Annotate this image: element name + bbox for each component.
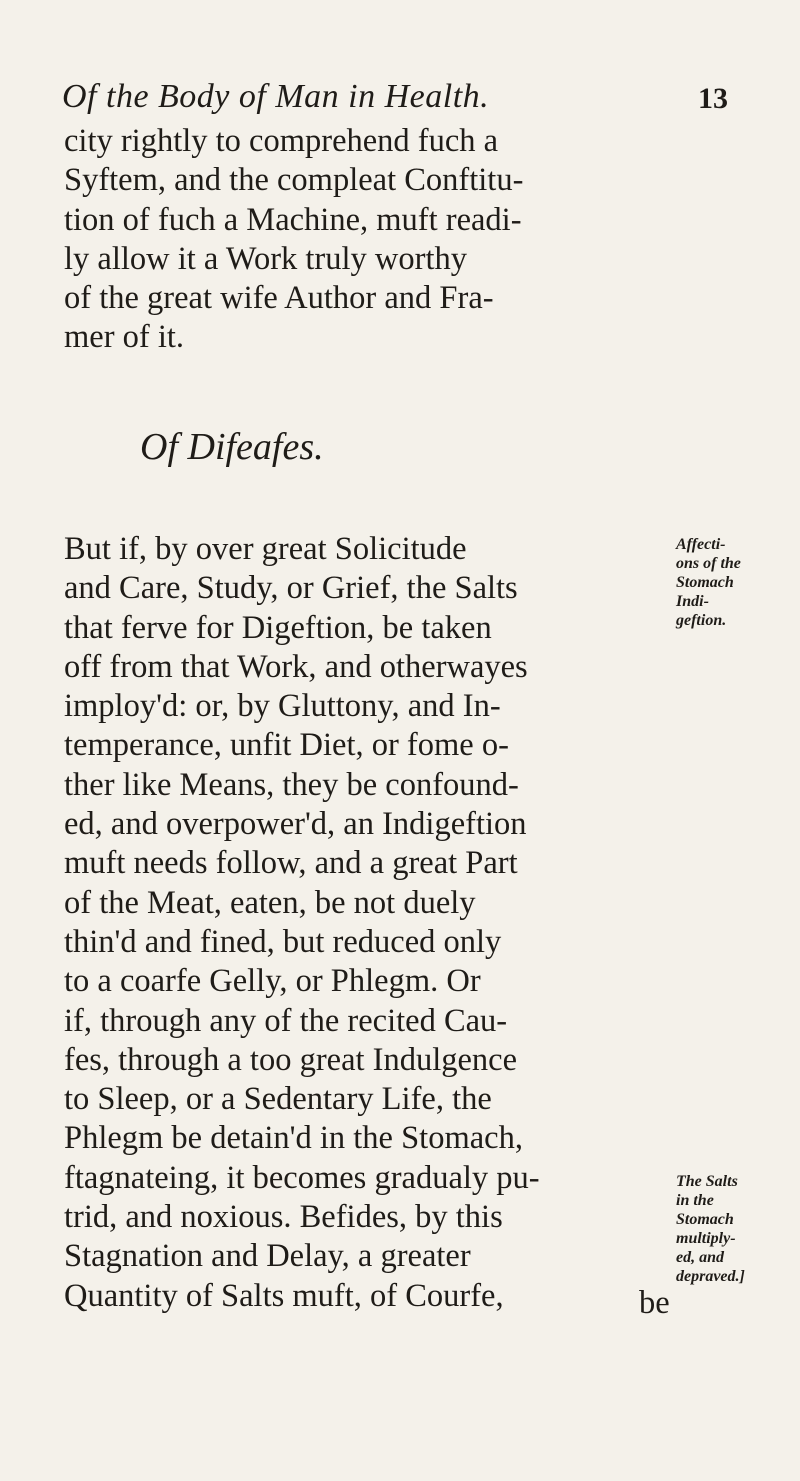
- text-line: off from that Work, and otherwayes: [64, 648, 528, 685]
- top-paragraph: [64, 122, 674, 358]
- text-line: trid, and noxious. Befides, by this: [64, 1199, 503, 1236]
- marginal-line: Stomach: [676, 1211, 734, 1228]
- marginal-line: ed, and: [676, 1249, 724, 1266]
- catchword: be: [639, 1285, 670, 1321]
- text-line: mer of it.: [64, 319, 185, 356]
- text-line: Syftem, and the compleat Conftitu-: [64, 162, 524, 199]
- section-heading: Of Difeafes.: [140, 426, 324, 468]
- text-line: imploy'd: or, by Gluttony, and In-: [64, 688, 501, 725]
- text-line: tion of fuch a Machine, muft readi-: [64, 201, 522, 238]
- text-line: thin'd and fined, but reduced only: [64, 923, 502, 960]
- marginal-note-affections: [676, 535, 796, 630]
- marginal-line: Stomach: [676, 574, 734, 591]
- text-line: if, through any of the recited Cau-: [64, 1002, 508, 1039]
- text-line: of the great wife Author and Fra-: [64, 280, 494, 317]
- marginal-line: geftion.: [676, 612, 727, 629]
- text-line: ther like Means, they be confound-: [64, 766, 519, 803]
- text-line: Quantity of Salts muft, of Courfe,: [64, 1277, 504, 1314]
- page-number: 13: [698, 82, 728, 115]
- text-line: to a coarfe Gelly, or Phlegm. Or: [64, 963, 481, 1000]
- text-line: ly allow it a Work truly worthy: [64, 240, 467, 277]
- text-line: But if, by over great Solicitude: [64, 531, 467, 567]
- text-line: temperance, unfit Diet, or fome o-: [64, 727, 509, 764]
- text-line: and Care, Study, or Grief, the Salts: [64, 570, 518, 607]
- marginal-line: Indi-: [676, 593, 709, 610]
- marginal-line: Affecti-: [676, 536, 726, 553]
- marginal-line: depraved.]: [676, 1268, 745, 1285]
- text-line: of the Meat, eaten, be not duely: [64, 884, 476, 921]
- marginal-line: ons of the: [676, 555, 741, 572]
- text-line: that ferve for Digeftion, be taken: [64, 609, 492, 646]
- text-line: Stagnation and Delay, a greater: [64, 1238, 471, 1275]
- running-head: Of the Body of Man in Health.: [62, 78, 490, 115]
- text-line: ftagnateing, it becomes gradualy pu-: [64, 1159, 540, 1196]
- marginal-line: The Salts: [676, 1173, 738, 1190]
- text-line: fes, through a too great Indulgence: [64, 1041, 518, 1078]
- marginal-line: multiply-: [676, 1230, 736, 1247]
- text-line: to Sleep, or a Sedentary Life, the: [64, 1081, 492, 1118]
- text-line: muft needs follow, and a great Part: [64, 845, 518, 882]
- marginal-line: in the: [676, 1192, 714, 1209]
- main-paragraph: [64, 530, 674, 1316]
- text-line: ed, and overpower'd, an Indigeftion: [64, 806, 527, 843]
- text-line: city rightly to comprehend fuch a: [64, 123, 499, 159]
- marginal-note-salts: [676, 1172, 796, 1286]
- text-line: Phlegm be detain'd in the Stomach,: [64, 1120, 523, 1157]
